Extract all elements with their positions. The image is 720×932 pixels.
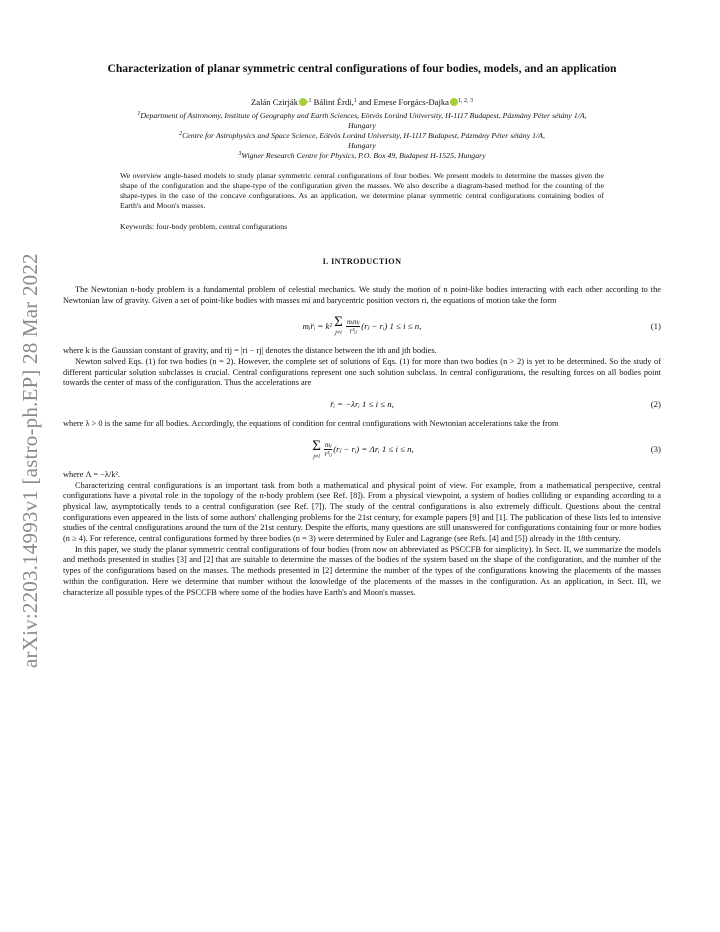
summation: Σ j≠i <box>334 314 343 337</box>
frac-numerator: mⱼ <box>324 441 332 450</box>
paragraph: where k is the Gaussian constant of gravity, and rij = |ri − rj| denotes the distance between the ith and jth bodies. <box>63 346 437 356</box>
sum-index: j≠i <box>335 330 342 337</box>
orcid-icon[interactable] <box>299 98 307 106</box>
frac-denominator: r³ᵢⱼ <box>349 326 357 335</box>
eq1-lhs: mᵢr̈ᵢ = k² <box>302 320 333 331</box>
equation-number: (1) <box>650 320 661 331</box>
paragraph: The Newtonian n-body problem is a fundamental problem of celestial mechanics. We study the motion of n point-like bodies interacting with each other according to the Newtonian law of gravity. Given a set of point-like bodies with masses mi and barycentric position vectors ri, the equations of motion take the form <box>63 284 661 305</box>
affiliation-text: Department of Astronomy, Institute of Geography and Earth Sciences, Eötvös Loránd University, H-1117 Budapest, Pázmány Péter sétány 1/A, Hungary <box>140 110 587 130</box>
paper-page <box>63 62 661 598</box>
sum-index: j≠i <box>313 453 320 460</box>
author-name: Bálint Érdi, <box>313 96 354 107</box>
frac-numerator: mᵢmⱼ <box>346 317 360 326</box>
fraction <box>324 441 332 458</box>
author-list <box>63 97 661 108</box>
equation-number: (3) <box>650 444 661 455</box>
summation: Σ j≠i <box>312 437 321 460</box>
section-heading: I. INTRODUCTION <box>322 257 402 267</box>
arxiv-identifier-stamp: arXiv:2203.14993v1 [astro-ph.EP] 28 Mar 2022 <box>18 253 42 668</box>
affil-mark: 2 <box>179 130 183 137</box>
keywords: Keywords: four-body problem, central configurations <box>120 221 288 231</box>
eq2-body: r̈ᵢ = −λrᵢ 1 ≤ i ≤ n, <box>330 398 394 409</box>
affil-mark: 1 <box>137 110 141 117</box>
paragraph: where Λ = −λ/k². <box>63 469 121 479</box>
author-name: and Emese Forgács-Dajka <box>358 96 449 107</box>
eq3-rhs: (rⱼ − rᵢ) = Λrᵢ 1 ≤ i ≤ n, <box>333 444 414 455</box>
paragraph: where λ > 0 is the same for all bodies. Accordingly, the equations of condition for central configurations with Newtonian accelerations take the from <box>63 419 559 429</box>
equation-number: (2) <box>650 398 661 409</box>
author-affil-mark: 1 <box>353 97 357 104</box>
paragraph: Characterizing central configurations is an important task from both a mathematical and physical point of view. For example, from a mathematical perspective, central configurations have a pivotal role in the topology of the n-body problem (see Ref. [8]). From a physical viewpoint, a system of bodies colliding or expanding according to a physical law, asymptotically tends to a central configuration (see Ref. [7]). The study of the central configurations is also extremely difficult. Questions about the central configurations even appeared in the lists of some authors' challenging problems for the 21st century, for example papers [9] and [1]. The publication of these lists led to intensive studies of the central configurations around the turn of the 21st century. Despite the efforts, many questions are still unanswered for configurations containing four or more bodies (n ≥ 4). For reference, central configurations formed by three bodies (n = 3) were determined by Euler and Lagrange (see Refs. [4] and [5]) already in the 18th century. <box>63 480 661 544</box>
equation-2 <box>63 393 661 415</box>
paper-title: Characterization of planar symmetric central configurations of four bodies, models, and an application <box>107 62 617 75</box>
orcid-icon[interactable] <box>450 98 458 106</box>
paragraph: In this paper, we study the planar symmetric central configurations of four bodies (from now on abbreviated as PSCCFB for simplicity). In Sect. II, we summarize the models and methods presented in studies [3] and [2] that are suitable to determine the masses of the bodies of the system based on the shape of the configuration, and the number of the types of the configurations based on the masses. The methods presented in [2] determine the number of the types of the configurations knowing the placements of the masses within the configuration. Here we determine that number without the knowledge of the placements of the masses in the configuration. As an application, in Sect. III, we characterize all possible types of the PSCCFB where some of the bodies have Earth's and Moon's masses. <box>63 544 661 597</box>
author-name: Zalán Czirják <box>251 96 299 107</box>
affil-mark: 3 <box>238 150 242 157</box>
frac-denominator: r³ᵢⱼ <box>324 450 332 459</box>
affiliations <box>63 111 661 161</box>
eq1-rhs: (rⱼ − rᵢ) 1 ≤ i ≤ n, <box>361 320 422 331</box>
paragraph: Newton solved Eqs. (1) for two bodies (n = 2). However, the complete set of solutions of Eqs. (1) for more than two bodies (n > 2) is yet to be determined. So the study of different particular solution subclasses is crucial. Central configurations represent one such solution subclass. In central configurations, the resulting forces on all bodies point towards the center of mass of the configuration. Thus the accelerations are <box>63 357 661 388</box>
author-affil-mark: 1, 2, 3 <box>457 97 473 104</box>
equation-1 <box>63 310 661 342</box>
affiliation-text: Centre for Astrophysics and Space Science, Eötvös Loránd University, H-1117 Budapest, Pázmány Péter sétány 1/A, Hungary <box>182 130 545 150</box>
affiliation-text: Wigner Research Centre for Physics, P.O. Box 49, Budapest H-1525, Hungary <box>241 150 486 160</box>
author-affil-mark: ,1 <box>307 97 312 104</box>
equation-3 <box>63 434 661 466</box>
fraction <box>346 318 360 335</box>
abstract: We overview angle-based models to study planar symmetric central configurations of four bodies. We present models to determine the masses given the shape of the configuration and the shape-type of the configuration given the masses. We also describe a diagram-based method for the counting of the shape-types in the case of the concave configurations. As an application, we determine planar symmetric central configurations containing bodies of Earth's and Moon's masses. <box>120 170 604 210</box>
